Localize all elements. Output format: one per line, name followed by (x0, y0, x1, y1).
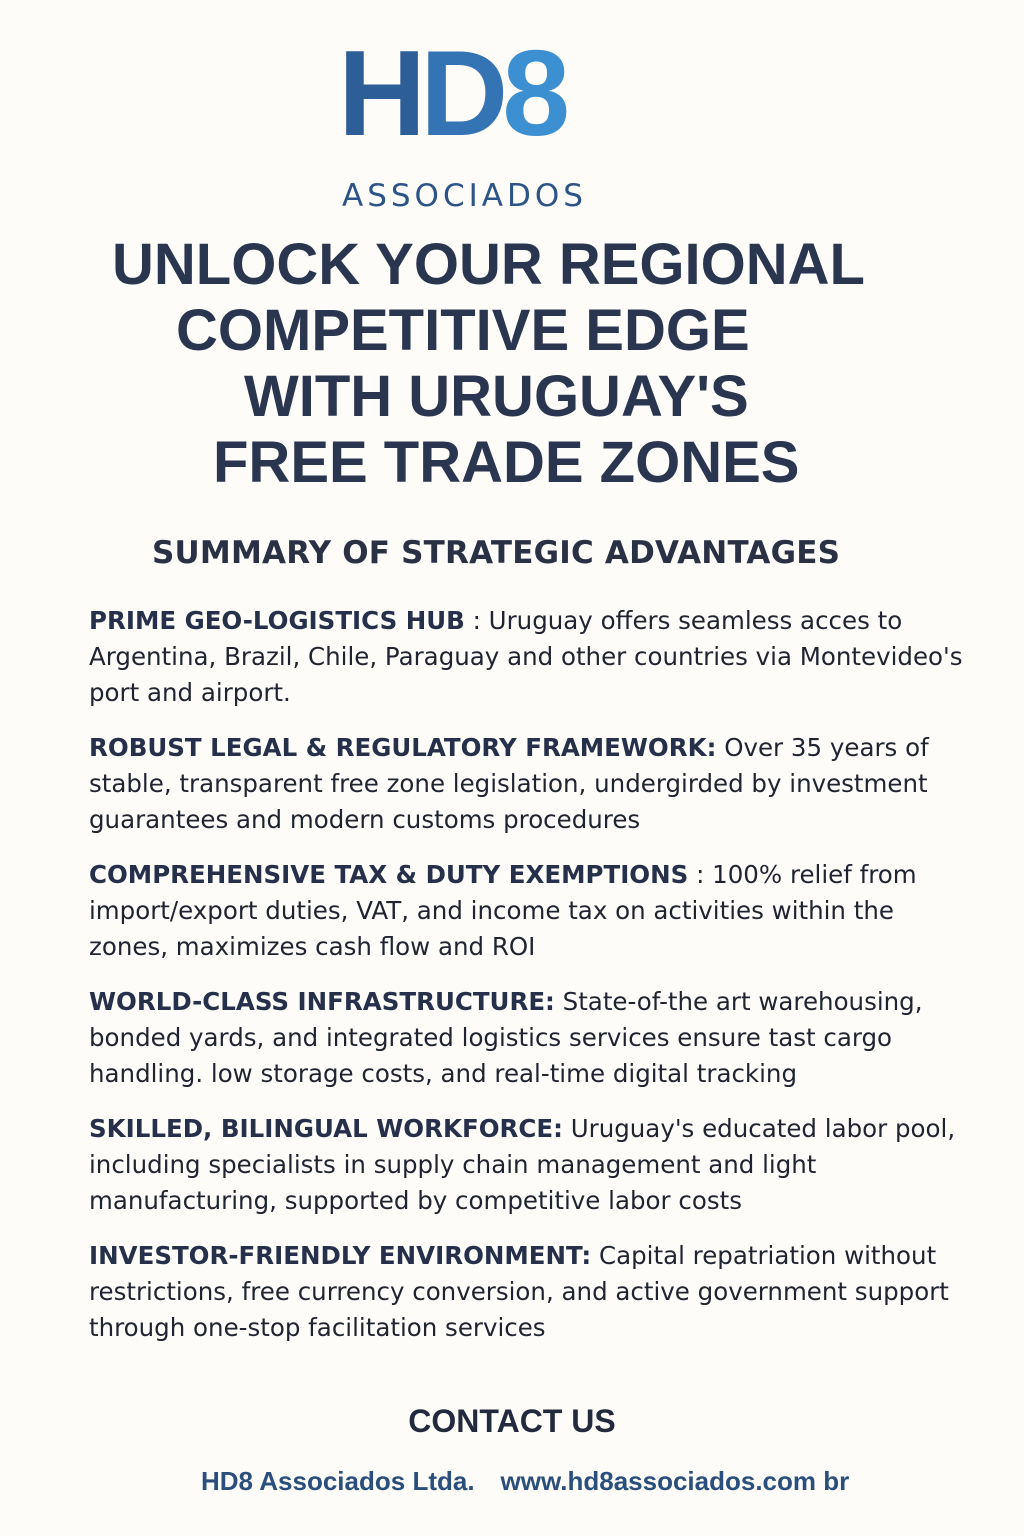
advantage-text: Uruguay's educated labor pool, including specialists in supply chain management and light manufacturing, supported by competitive labor costs (89, 1114, 956, 1215)
headline-line: WITH URUGUAY'S (244, 364, 749, 429)
advantage-title: ROBUST LEGAL & REGULATORY FRAMEWORK: (89, 733, 717, 762)
advantage-item (89, 984, 969, 1092)
advantage-title: INVESTOR-FRIENDLY ENVIRONMENT: (89, 1241, 592, 1270)
advantage-text: : Uruguay offers seamless acces to Argentina, Brazil, Chile, Paraguay and other countries via Montevideo's port and airport. (89, 606, 963, 707)
advantage-item (89, 730, 969, 838)
logo-mark (338, 25, 565, 161)
advantage-text: Capital repatriation without restrictions, free currency conversion, and active government support through one-stop facilitation services (89, 1241, 949, 1342)
footer (201, 1466, 849, 1497)
advantage-title: PRIME GEO-LOGISTICS HUB (89, 606, 465, 635)
advantage-text: State-of-the art warehousing, bonded yards, and integrated logistics services ensure tast cargo handling. low storage costs, and real-time digital tracking (89, 987, 923, 1088)
logo-subtitle: ASSOCIADOS (342, 178, 587, 214)
company-name: HD8 Associados Ltda. (201, 1466, 475, 1496)
advantage-item (89, 1238, 969, 1346)
logo-letter-h: H (338, 25, 421, 161)
logo-letter-d: D (420, 25, 503, 161)
section-title: SUMMARY OF STRATEGIC ADVANTAGES (152, 535, 841, 571)
advantage-item (89, 857, 969, 965)
advantage-title: SKILLED, BILINGUAL WORKFORCE: (89, 1114, 563, 1143)
headline-line: FREE TRADE ZONES (213, 430, 800, 495)
website-link[interactable]: www.hd8associados.com br (500, 1466, 850, 1496)
advantage-text: Over 35 years of stable, transparent free zone legislation, undergirded by investment guarantees and modern customs procedures (89, 733, 929, 834)
company-logo (338, 25, 608, 214)
headline (0, 232, 1024, 496)
advantage-item (89, 603, 969, 711)
advantage-text: : 100% relief from import/export duties, VAT, and income tax on activities within the zones, maximizes cash flow and ROI (89, 860, 917, 961)
advantage-title: WORLD-CLASS INFRASTRUCTURE: (89, 987, 555, 1016)
contact-heading: CONTACT US (408, 1403, 616, 1439)
headline-line: UNLOCK YOUR REGIONAL (112, 232, 865, 297)
advantages-list (89, 603, 969, 1365)
advantage-item (89, 1111, 969, 1219)
headline-line: COMPETITIVE EDGE (176, 298, 750, 363)
logo-letter-8: 8 (502, 25, 565, 161)
advantage-title: COMPREHENSIVE TAX & DUTY EXEMPTIONS (89, 860, 689, 889)
